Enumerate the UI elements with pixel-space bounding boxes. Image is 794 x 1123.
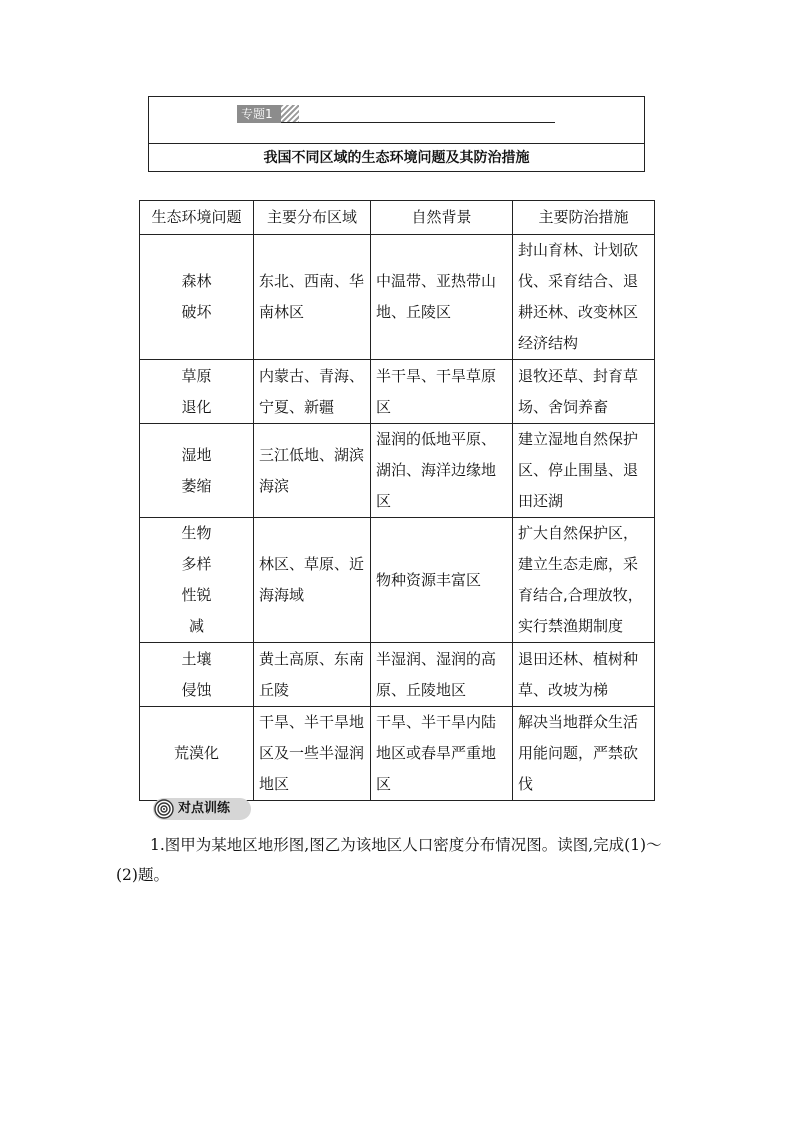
problem-line: 土壤	[181, 649, 212, 668]
cell-measures: 退田还林、植树种草、改坡为梯	[513, 643, 655, 707]
problem-line: 森林	[181, 272, 212, 290]
cell-background: 干旱、半干旱内陆地区或春旱严重地区	[371, 707, 513, 801]
cell-background: 湿润的低地平原、湖泊、海洋边缘地区	[371, 424, 513, 518]
cell-region: 内蒙古、青海、宁夏、新疆	[254, 360, 371, 424]
cell-background: 半干旱、干旱草原区	[371, 360, 513, 424]
cell-problem	[140, 360, 254, 424]
question-text: 1.图甲为某地区地形图,图乙为该地区人口密度分布情况图。读图,完成(1)～(2)题。	[116, 836, 662, 884]
topic-box	[148, 96, 645, 172]
problem-line: 生物	[181, 524, 212, 542]
problem-line: 草原	[181, 366, 212, 385]
problem-line: 减	[188, 617, 204, 635]
cell-region: 黄土高原、东南丘陵	[254, 643, 371, 707]
header-problem: 生态环境问题	[140, 201, 254, 235]
header-measures: 主要防治措施	[513, 201, 655, 235]
table-row	[140, 707, 655, 801]
problem-line: 萎缩	[181, 476, 212, 495]
topic-tag-row	[237, 105, 555, 125]
cell-region: 林区、草原、近海海域	[254, 518, 371, 643]
cell-region: 东北、西南、华南林区	[254, 235, 371, 360]
table-row	[140, 518, 655, 643]
problem-line: 退化	[181, 397, 212, 416]
cell-problem	[140, 235, 254, 360]
cell-background: 半湿润、湿润的高原、丘陵地区	[371, 643, 513, 707]
cell-problem	[140, 424, 254, 518]
problem-line: 性锐	[181, 586, 212, 604]
cell-region: 三江低地、湖滨海滨	[254, 424, 371, 518]
topic-tag: 专题1	[237, 105, 281, 123]
table-row	[140, 235, 655, 360]
cell-problem	[140, 518, 254, 643]
problem-line: 荒漠化	[173, 744, 219, 762]
cell-background: 物种资源丰富区	[371, 518, 513, 643]
problem-line: 湿地	[181, 445, 212, 464]
topic-tag-stripe	[281, 105, 299, 123]
cell-measures: 解决当地群众生活用能问题，严禁砍伐	[513, 707, 655, 801]
table-row	[140, 424, 655, 518]
table-header-row	[140, 201, 655, 235]
practice-label: 对点训练	[178, 801, 231, 816]
practice-badge	[153, 798, 251, 820]
topic-title: 我国不同区域的生态环境问题及其防治措施	[149, 143, 644, 173]
table-row	[140, 643, 655, 707]
problem-line: 破坏	[181, 303, 212, 321]
topic-rule	[281, 122, 555, 123]
cell-measures: 退牧还草、封育草场、舍饲养畜	[513, 360, 655, 424]
cell-measures: 扩大自然保护区，建立生态走廊，采育结合,合理放牧，实行禁渔期制度	[513, 518, 655, 643]
table-row	[140, 360, 655, 424]
cell-problem	[140, 643, 254, 707]
cell-measures: 封山育林、计划砍伐、采育结合、退耕还林、改变林区经济结构	[513, 235, 655, 360]
cell-background: 中温带、亚热带山地、丘陵区	[371, 235, 513, 360]
problem-line: 多样	[181, 555, 212, 573]
header-background: 自然背景	[371, 201, 513, 235]
header-region: 主要分布区域	[254, 201, 371, 235]
cell-region: 干旱、半干旱地区及一些半湿润地区	[254, 707, 371, 801]
target-icon	[154, 799, 174, 819]
cell-measures: 建立湿地自然保护区、停止围垦、退田还湖	[513, 424, 655, 518]
eco-problems-table	[139, 200, 655, 801]
cell-problem	[140, 707, 254, 801]
problem-line: 侵蚀	[181, 680, 212, 699]
